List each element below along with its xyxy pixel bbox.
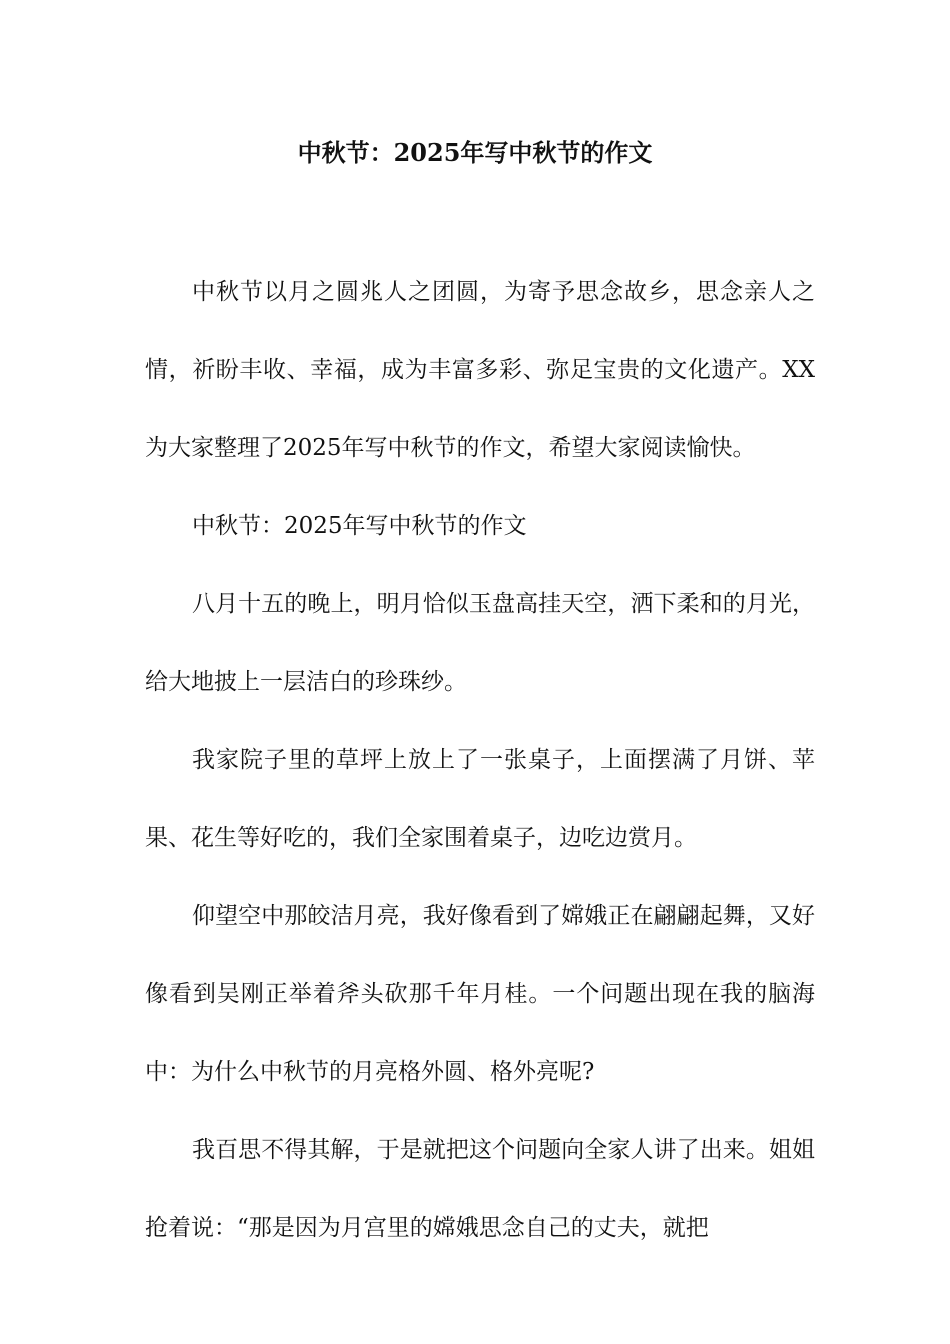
paragraph-table: 我家院子里的草坪上放上了一张桌子，上面摆满了月饼、苹果、花生等好吃的，我们全家围着桌子，边吃边赏月。 [145, 747, 815, 851]
paragraph-intro: 中秋节以月之圆兆人之团圆，为寄予思念故乡，思念亲人之情，祈盼丰收、幸福，成为丰富多彩、弥足宝贵的文化遗产。XX为大家整理了2025年写中秋节的作文，希望大家阅读愉快。 [145, 279, 815, 461]
paragraph-subtitle: 中秋节：2025年写中秋节的作文 [192, 513, 527, 539]
paragraph-sister: 我百思不得其解，于是就把这个问题向全家人讲了出来。姐姐抢着说：“那是因为月宫里的嫦娥思念自己的丈夫，就把 [145, 1137, 815, 1241]
paragraph-moonlight: 八月十五的晚上，明月恰似玉盘高挂天空，洒下柔和的月光，给大地披上一层洁白的珍珠纱。 [145, 591, 815, 695]
document-title: 中秋节：2025年写中秋节的作文 [297, 138, 653, 167]
paragraph-question: 仰望空中那皎洁月亮，我好像看到了嫦娥正在翩翩起舞，又好像看到吴刚正举着斧头砍那千年月桂。一个问题出现在我的脑海中：为什么中秋节的月亮格外圆、格外亮呢? [145, 903, 815, 1085]
document-body [145, 253, 815, 1267]
